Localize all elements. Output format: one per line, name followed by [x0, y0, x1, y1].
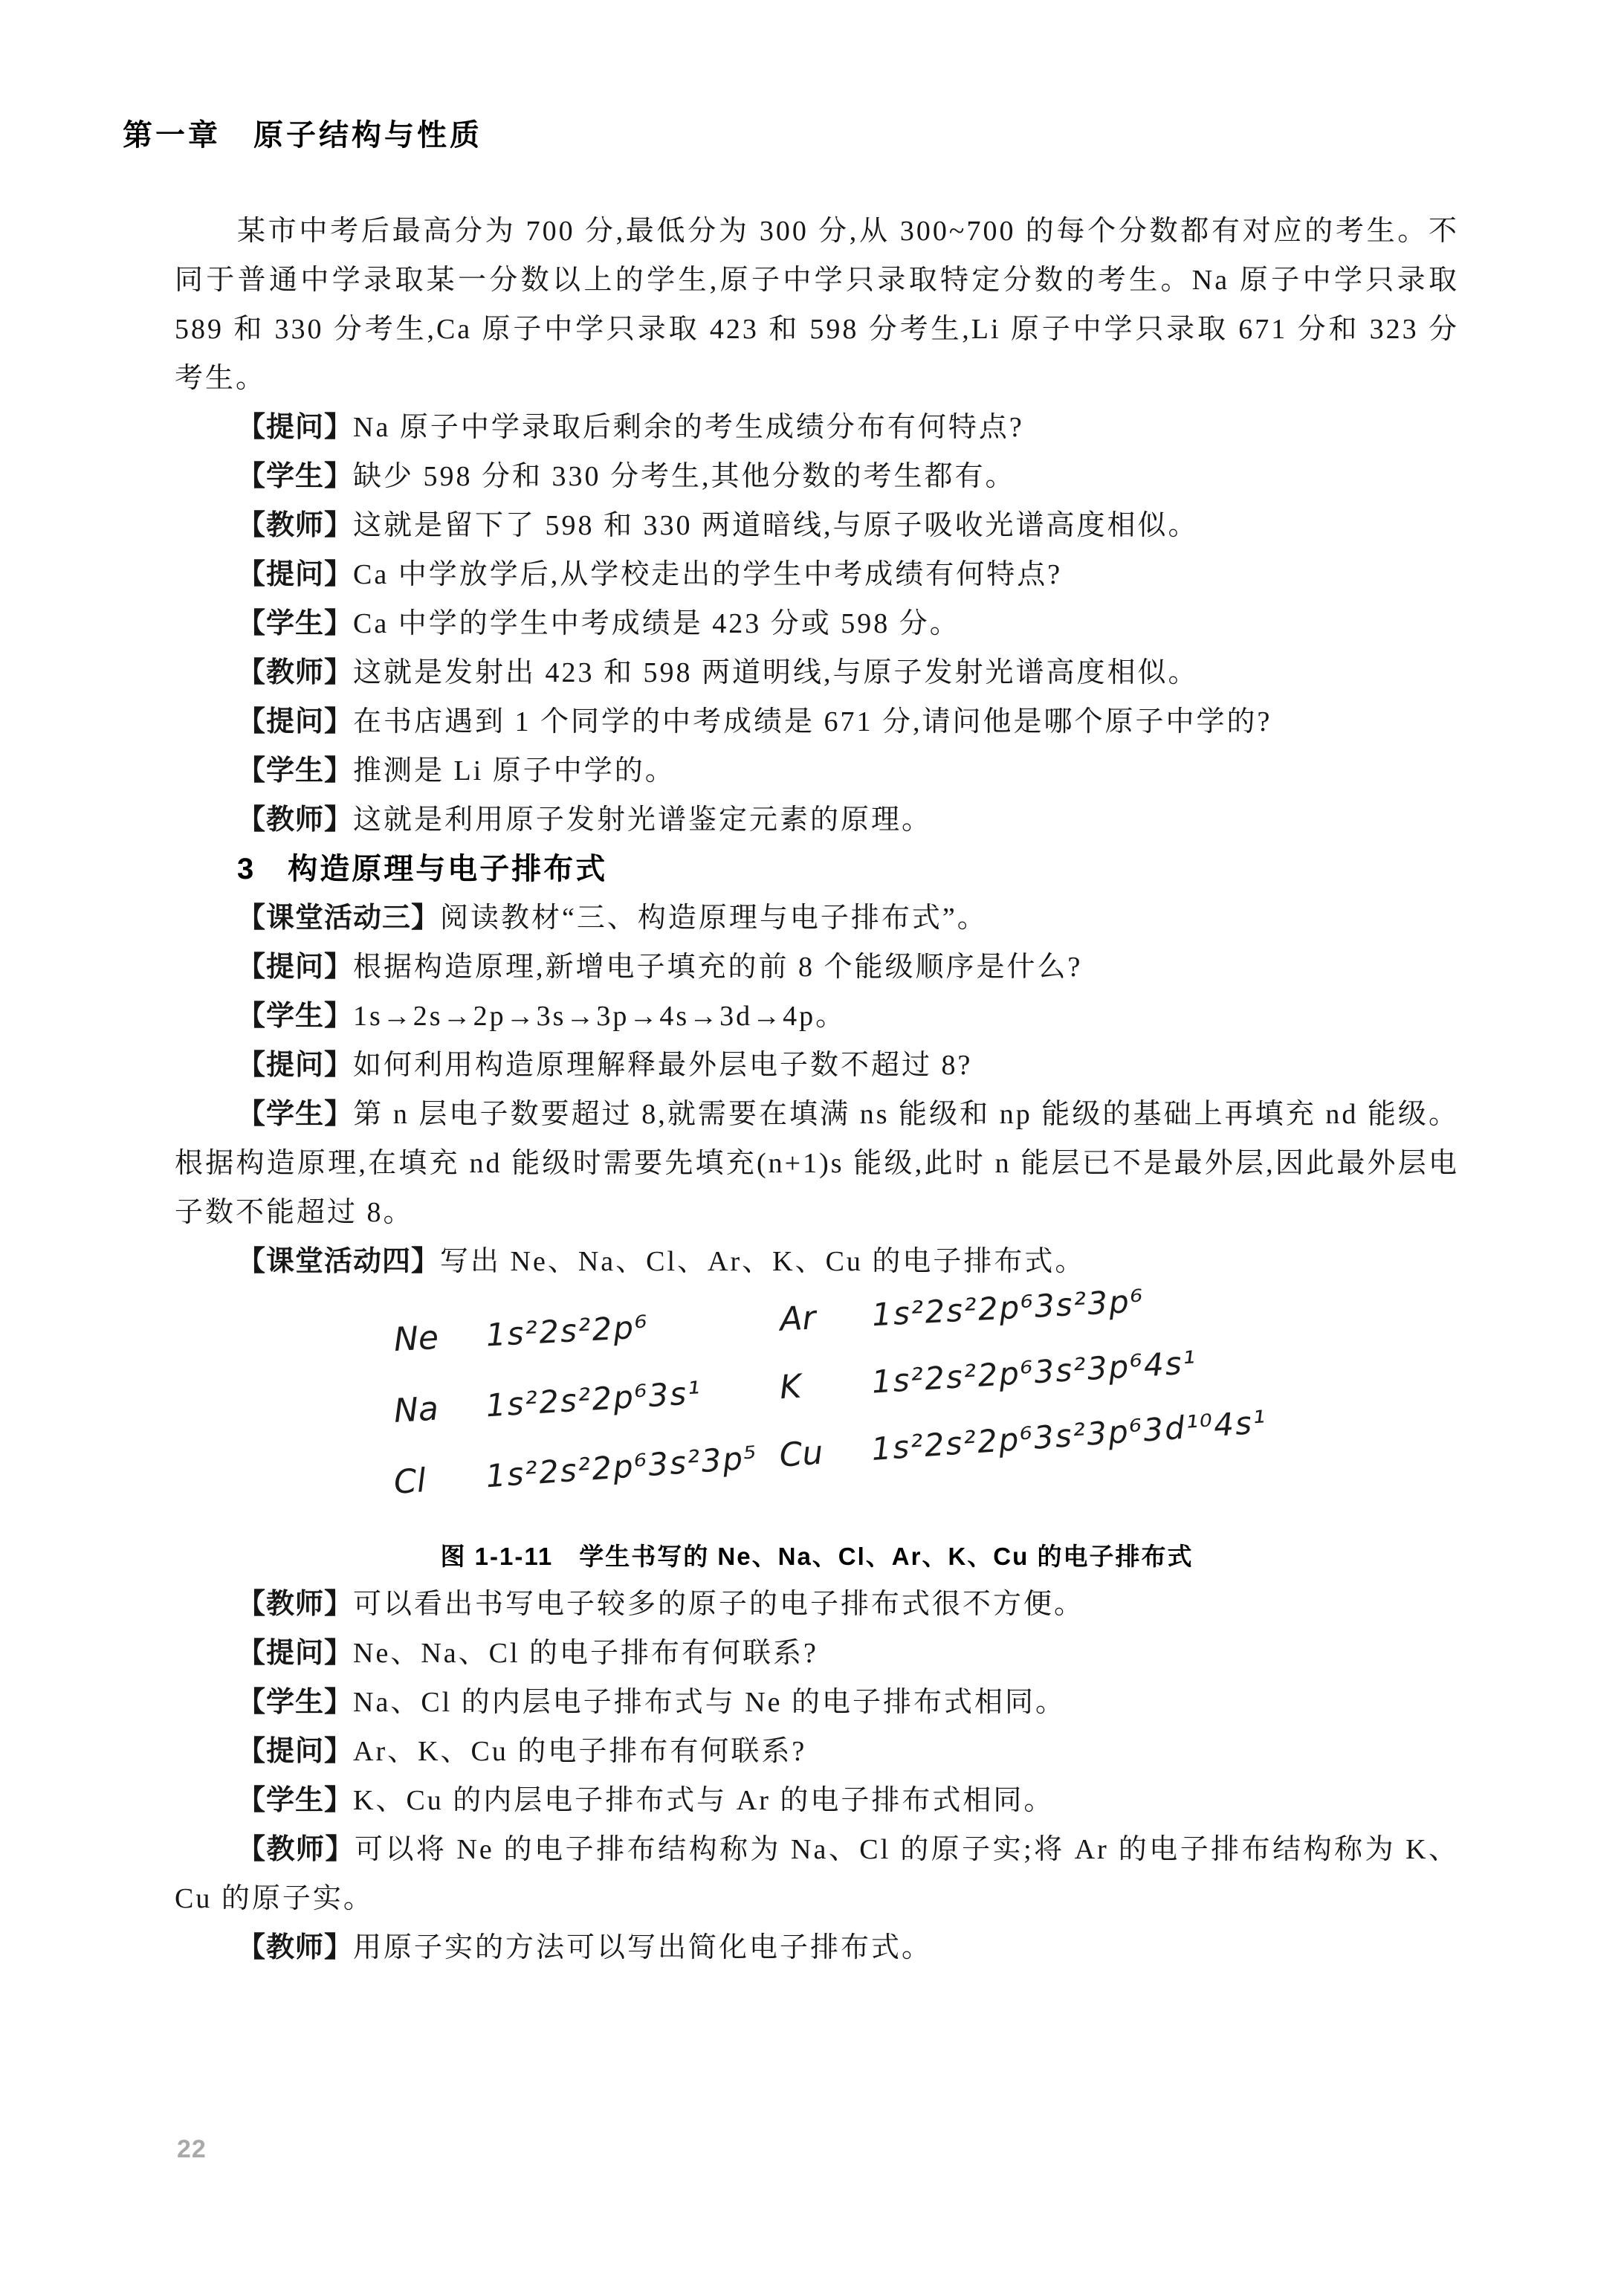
dialogue-line	[175, 746, 1459, 795]
speaker-label: 【学生】	[237, 755, 354, 787]
dialogue-text: Na 原子中学录取后剩余的考生成绩分布有何特点?	[353, 412, 1024, 443]
speaker-label: 【教师】	[237, 1834, 355, 1865]
speaker-label: 【提问】	[237, 952, 354, 983]
dialogue-text: 在书店遇到 1 个同学的中考成绩是 671 分,请问他是哪个原子中学的?	[353, 706, 1272, 737]
dialogue-line	[175, 943, 1459, 992]
element-symbol: K	[778, 1367, 803, 1407]
dialogue-line	[175, 550, 1459, 599]
speaker-label: 【学生】	[237, 1099, 354, 1130]
element-symbol: Ar	[778, 1298, 817, 1339]
speaker-label: 【教师】	[237, 510, 354, 541]
dialogue-text: 第 n 层电子数要超过 8,就需要在填满 ns 能级和 np 能级的基础上再填充 nd 能级。根据构造原理,在填充 nd 能级时需要先填充(n+1)s 能级,此时 n 能层已不是最外层,因此最外层电子数不能超过 8。	[175, 1099, 1459, 1228]
dialogue-line	[175, 992, 1459, 1041]
speaker-label: 【课堂活动四】	[237, 1246, 441, 1277]
chapter-header: 第一章 原子结构与性质	[123, 119, 482, 152]
speaker-label: 【教师】	[237, 1589, 354, 1620]
speaker-label: 【课堂活动三】	[237, 902, 441, 934]
dialogue-text: 阅读教材“三、构造原理与电子排布式”。	[440, 902, 988, 934]
speaker-label: 【提问】	[237, 706, 354, 737]
figure-caption: 图 1-1-11 学生书写的 Ne、Na、Cl、Ar、K、Cu 的电子排布式	[440, 1543, 1194, 1570]
dialogue-text: K、Cu 的内层电子排布式与 Ar 的电子排布式相同。	[353, 1785, 1055, 1816]
dialogue-line	[175, 894, 1459, 943]
dialogue-line	[175, 1090, 1459, 1237]
speaker-label: 【学生】	[237, 1785, 354, 1816]
dialogue-text: 可以将 Ne 的电子排布结构称为 Na、Cl 的原子实;将 Ar 的电子排布结构称为 K、Cu 的原子实。	[175, 1834, 1459, 1914]
dialogue-text: 这就是发射出 423 和 598 两道明线,与原子发射光谱高度相似。	[353, 657, 1199, 688]
dialogue-line	[175, 1629, 1459, 1678]
dialogue-line	[175, 452, 1459, 501]
electron-configuration: 1s²2s²2p⁶3s¹	[485, 1374, 703, 1424]
speaker-label: 【提问】	[237, 1050, 354, 1081]
electron-configuration: 1s²2s²2p⁶3s²3p⁶	[870, 1282, 1145, 1333]
electron-configuration: 1s²2s²2p⁶3s²3p⁵	[484, 1438, 760, 1494]
speaker-label: 【提问】	[237, 412, 354, 443]
handwritten-configurations	[175, 1282, 1459, 1518]
dialogue-text: 这就是留下了 598 和 330 两道暗线,与原子吸收光谱高度相似。	[353, 510, 1199, 541]
dialogue-line	[175, 403, 1459, 452]
dialogue-text: Na、Cl 的内层电子排布式与 Ne 的电子排布式相同。	[353, 1687, 1067, 1718]
dialogue-text: 这就是利用原子发射光谱鉴定元素的原理。	[353, 804, 933, 836]
element-symbol: Cl	[392, 1461, 427, 1502]
intro-paragraph: 某市中考后最高分为 700 分,最低分为 300 分,从 300~700 的每个分数都有对应的考生。不同于普通中学录取某一分数以上的学生,原子中学只录取特定分数的考生。Na 原子中学只录取 589 和 330 分考生,Ca 原子中学只录取 423 和 598 分考生,Li 原子中学只录取 671 分和 323 分考生。	[175, 216, 1459, 394]
page-number: 22	[177, 2135, 207, 2163]
dialogue-text: Ca 中学放学后,从学校走出的学生中考成绩有何特点?	[353, 559, 1063, 590]
speaker-label: 【教师】	[237, 1932, 354, 1963]
dialogue-line	[175, 1923, 1459, 1972]
dialogue-line	[175, 501, 1459, 550]
dialogue-text: 如何利用构造原理解释最外层电子数不超过 8?	[353, 1050, 973, 1081]
dialogue-text: 根据构造原理,新增电子填充的前 8 个能级顺序是什么?	[353, 952, 1083, 983]
page-content	[175, 207, 1459, 1972]
dialogue-text: 用原子实的方法可以写出简化电子排布式。	[353, 1932, 933, 1963]
dialogue-text: 缺少 598 分和 330 分考生,其他分数的考生都有。	[353, 461, 1016, 492]
dialogue-text: 推测是 Li 原子中学的。	[353, 755, 676, 787]
dialogue-text: 可以看出书写电子较多的原子的电子排布式很不方便。	[353, 1589, 1085, 1620]
figure-electron-configurations	[175, 1282, 1459, 1572]
electron-configuration: 1s²2s²2p⁶	[485, 1308, 650, 1353]
electron-configuration: 1s²2s²2p⁶3s²3p⁶3d¹⁰4s¹	[870, 1403, 1269, 1467]
speaker-label: 【学生】	[237, 461, 354, 492]
speaker-label: 【学生】	[237, 1001, 354, 1032]
electron-configuration: 1s²2s²2p⁶3s²3p⁶4s¹	[870, 1343, 1198, 1401]
speaker-label: 【教师】	[237, 657, 354, 688]
element-symbol: Cu	[777, 1433, 824, 1475]
speaker-label: 【提问】	[237, 559, 354, 590]
dialogue-line	[175, 795, 1459, 845]
dialogue-text: Ca 中学的学生中考成绩是 423 分或 598 分。	[353, 608, 960, 639]
speaker-label: 【提问】	[237, 1638, 354, 1669]
section-heading: 3 构造原理与电子排布式	[237, 853, 608, 885]
dialogue-line	[175, 1678, 1459, 1727]
speaker-label: 【学生】	[237, 1687, 354, 1718]
dialogue-line	[175, 697, 1459, 746]
dialogue-line	[175, 1727, 1459, 1776]
speaker-label: 【提问】	[237, 1736, 354, 1767]
dialogue-line	[175, 1776, 1459, 1825]
dialogue-line	[175, 599, 1459, 648]
dialogue-line	[175, 1825, 1459, 1923]
dialogue-text: Ar、K、Cu 的电子排布有何联系?	[353, 1736, 807, 1767]
dialogue-text: Ne、Na、Cl 的电子排布有何联系?	[353, 1638, 818, 1669]
dialogue-line	[175, 648, 1459, 697]
element-symbol: Ne	[392, 1318, 440, 1359]
dialogue-text: 1s→2s→2p→3s→3p→4s→3d→4p。	[353, 1001, 847, 1032]
dialogue-line	[175, 1580, 1459, 1629]
dialogue-line	[175, 1041, 1459, 1090]
element-symbol: Na	[392, 1389, 440, 1430]
speaker-label: 【教师】	[237, 804, 354, 836]
dialogue-text: 写出 Ne、Na、Cl、Ar、K、Cu 的电子排布式。	[440, 1246, 1086, 1277]
speaker-label: 【学生】	[237, 608, 354, 639]
